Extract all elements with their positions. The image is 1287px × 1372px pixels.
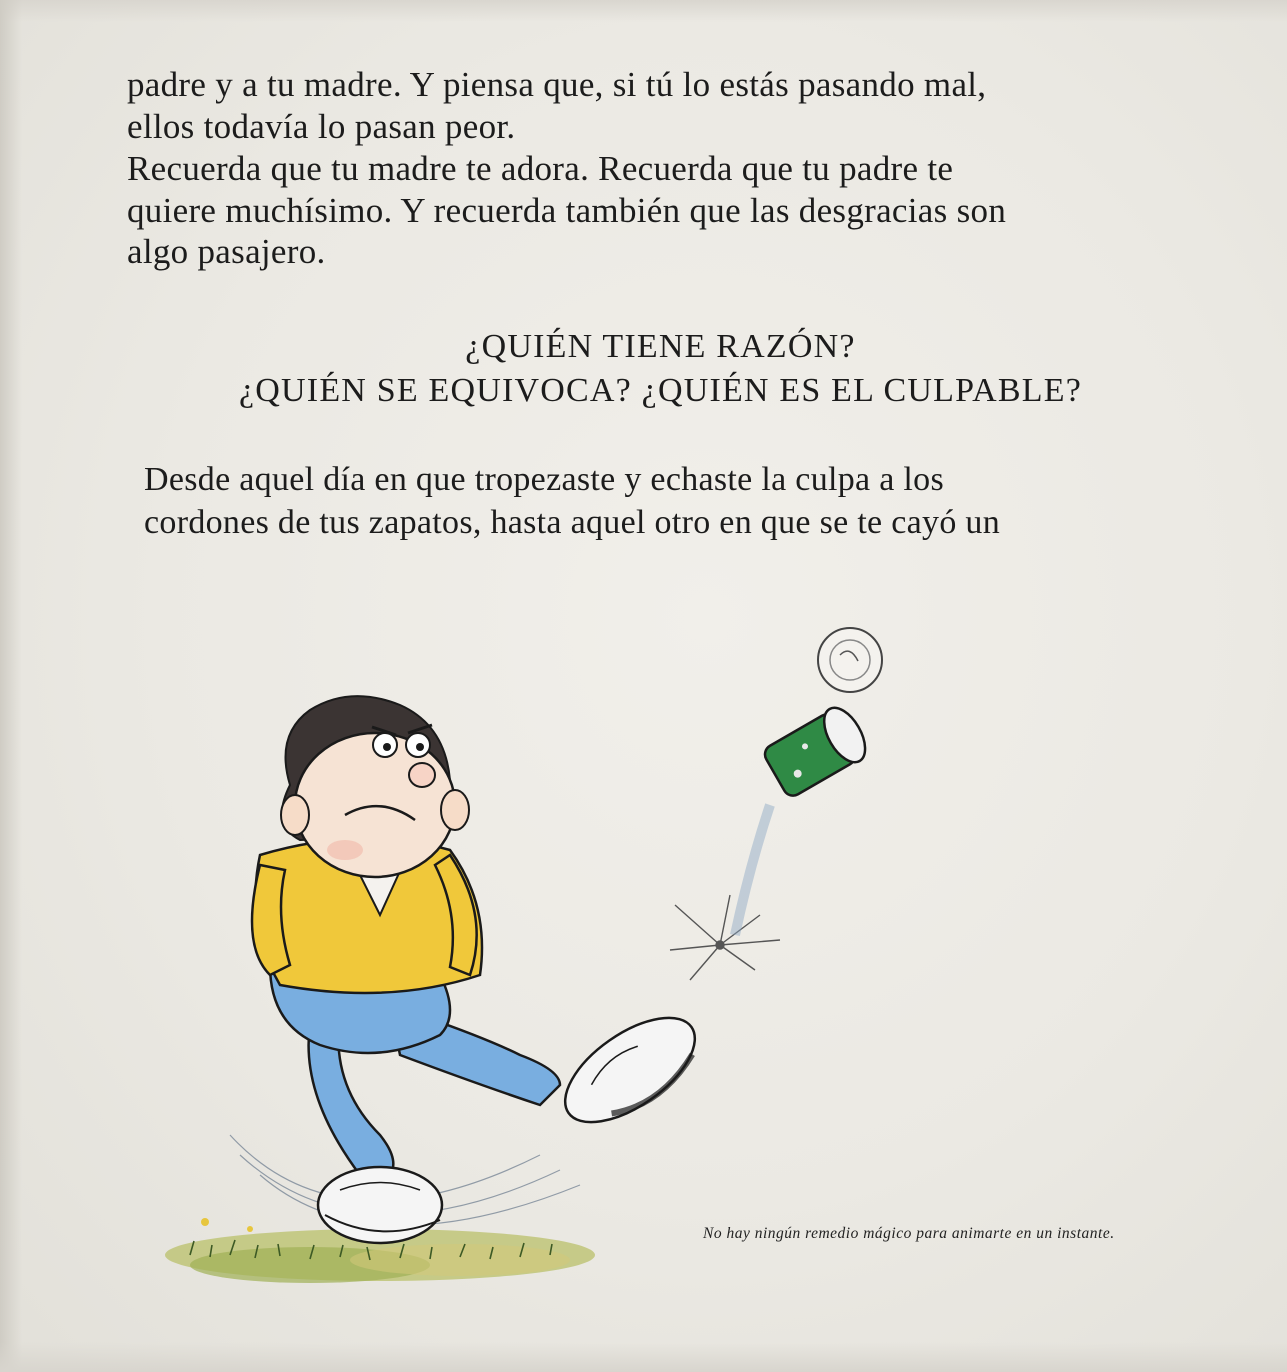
kicking-shoe [548, 997, 712, 1142]
paragraph-1 [127, 64, 986, 147]
paragraph-2-line-3: algo pasajero. [127, 232, 326, 271]
paragraph-2-line-2: quiere muchísimo. Y recuerda también que las desgracias son [127, 190, 1007, 230]
boy [252, 696, 712, 1243]
illustration-caption: No hay ningún remedio mágico para animarte en un instante. [703, 1225, 1115, 1242]
paragraph-1-line-1: padre y a tu madre. Y piensa que, si tú lo estás pasando mal, [127, 65, 987, 104]
standing-shoe [318, 1167, 442, 1243]
boy-kicking-can-illustration [160, 615, 940, 1305]
can-trail [735, 805, 770, 935]
paragraph-2 [127, 148, 1006, 273]
section-heading-line-1: ¿QUIÉN TIENE RAZÓN? [465, 328, 856, 365]
impact-spark [670, 895, 780, 980]
page-edge-shadow-top [0, 0, 1287, 22]
paragraph-3-line-2: cordones de tus zapatos, hasta aquel otro en que se te cayó un [144, 504, 1001, 541]
page-edge-shadow-bottom [0, 1342, 1287, 1372]
paragraph-1-line-2: ellos todavía lo pasan peor. [127, 106, 516, 146]
page-edge-shadow-left [0, 0, 22, 1372]
can-lid [818, 628, 882, 692]
paragraph-2-line-1: Recuerda que tu madre te adora. Recuerda que tu padre te [127, 149, 954, 188]
green-can [760, 701, 873, 801]
paragraph-3-line-1: Desde aquel día en que tropezaste y echaste la culpa a los [144, 461, 944, 498]
section-heading-line-2: ¿QUIÉN SE EQUIVOCA? ¿QUIÉN ES EL CULPABLE? [239, 372, 1082, 409]
paragraph-3 [144, 458, 1000, 544]
